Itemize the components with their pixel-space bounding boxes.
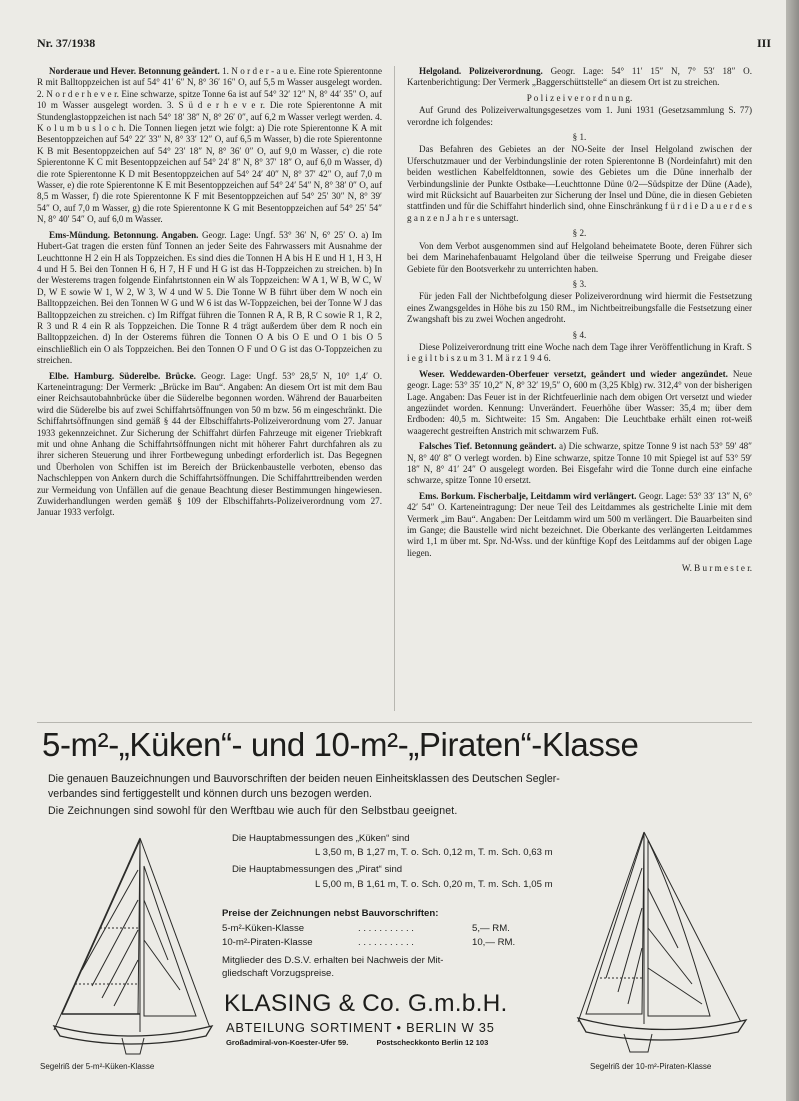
article-falsches-tief [407,441,752,487]
kueken-dims-label: Die Hauptabmessungen des „Küken“ sind [232,833,410,844]
article-heading: Ems. Borkum. Fischerbalje, Leitdamm wird verlängert. [419,490,637,501]
author-signature: W. B u r m e s t e r. [681,563,752,574]
section-4-text: Diese Polizeiverordnung tritt eine Woche nach dem Tage ihrer Veröffentlichung in Kraft. S i e g i l t b i s z u m 3 1. M ä r z 1 9 4 6. [407,341,752,364]
article-weser [407,369,752,437]
kueken-sail-plan [40,830,225,1060]
right-column [407,66,752,579]
section-2-text: Von dem Verbot ausgenommen sind auf Helgoland beheimatete Boote, deren Führer sich bei dem Marinehafenbauamt Helgoland über die teilweise Sperrung und Freigabe dieser Gebiete für den Bootsverkehr zu unterrichten haben. [407,240,752,274]
article-body: Geogr. Lage: 53° 33′ 13″ N, 6° 42′ 54″ O. Karteneintragung: Der neue Teil des Leitdammes als gestrichelte Linie mit dem Vermerk „im Bau“. Angaben: Der Leitdamm wird um 500 m verlängert. Die Bauarbeiten sind im Gange; die Baustelle wird nicht bezeichnet. Die Oberkante des verlängerten Leitdammes wird 1,1 m über mt. Spr. Nd-Wss. und der künftige Kopf des Leitdamms auf der obigen Lage liegen. [407,490,752,558]
section-3-text: Für jeden Fall der Nichtbefolgung dieser Polizeiverordnung wird hiermit die Festsetzung eines Zwangsgeldes in Höhe bis zu 150 RM., im Nichtbeitreibungsfalle die Festsetzung einer Zwangshaft bis zu zwei Wochen angedroht. [407,291,752,325]
ad-intro-line-2: verbandes sind fertiggestellt und können durch uns bezogen werden. [48,788,372,800]
article-body: Geogr. Lage: Ungf. 53° 36′ N, 6° 25′ O. a) Im Hubert-Gat tragen die ersten fünf Tonnen an jeder Seite des Fahrwassers mit Ausnahme der Leuchttonne H 2 ein H als Toppzeichen. Es sind dies die Tonnen H A bis H E und H 1, H 3, H 4 und H 5. Bei den Tonnen H 6, H 7, H F und H G ist das H-Toppzeichen zu streichen. b) In der Westerems tragen folgende Einfahrtstonnen ein W als Toppzeichen: W A 1, W B, W C, W D, W E sowie W 1, W 2, W 3, W 4 und W 5. Die Tonne W B führt über dem W noch ein Balltoppzeichen. Bei den Tonnen W G und W 6 ist das W-Toppzeichen, bei der Tonne W J das Balltoppzeichen zu streichen. c) Im Riffgat führen die Tonnen R A, R B, R C sowie R 1, R 2, R 3 und R 4 ein R als Toppzeichen. Die Tonne R 4 trägt außerdem über dem R noch ein Balltoppzeichen. d) In der Osterems führen die Tonnen O A bis O E und O 1 bis O 5 einschließlich ein O als Toppzeichen. Bei den Tonnen O F und O G ist das O-Toppzeichen zu streichen. [37,229,382,366]
company-address: Großadmiral-von-Koester-Ufer 59. [226,1038,349,1047]
article-heading: Falsches Tief. Betonnung geändert. [419,441,557,452]
article-body: a) Die schwarze, spitze Tonne 9 ist nach 53° 59′ 48″ N, 8° 40′ 8″ O verlegt worden. b) Eine schwarze, spitze Tonne 10 mit Spiegel ist auf 53° 59′ 18″ N, 8° 41′ 24″ O ausgelegt worden. Bei Eisgefahr wird die Tonne durch eine einfache schwarze, spitze Tonne 10 ersetzt. [407,441,752,486]
price-label: 5-m²-Küken-Klasse [222,923,305,934]
member-note-1: Mitglieder des D.S.V. erhalten bei Nachweis der Mit- [222,955,444,966]
section-4-heading: § 4. [572,329,587,340]
article-heading: Norderaue und Hever. Betonnung geändert. [49,66,220,76]
article-body: Geogr. Lage: 54° 11′ 15″ N, 7° 53′ 18″ O. Kartenberichtigung: Der Vermerk „Baggerschüttstelle“ an diesem Ort ist zu streichen. [407,66,753,88]
section-1-text: Das Befahren des Gebietes an der NO-Seite der Insel Helgoland zwischen der Uferschutzmauer und der Verbindungslinie der roten Spierentonne B (Nordeinfahrt) mit den beiden westlichen Kabelfeldtonnen, sowie des Gebietes um die Düne innerhalb der Verbindungslinie der Punkte Ostbake—Leuchttonne Düne 0/2—Südspitze der Düne (Aade), wird mit Rücksicht auf Bauarbeiten zur Sicherung der Insel und Düne, die in diesen Gebieten stattfinden und für die Schiffahrt hinderlich sind, ohne Einschränkung f ü r d i e D a u e r d e s g a n z e n J a h r e s untersagt. [407,144,752,223]
caption-kueken: Segelriß der 5-m²-Küken-Klasse [40,1062,155,1071]
kueken-dims: L 3,50 m, B 1,27 m, T. o. Sch. 0,12 m, T. m. Sch. 0,63 m [315,847,553,858]
section-3-heading: § 3. [572,278,587,289]
price-row-pirat [222,937,516,948]
price-value: 10,— RM. [472,937,516,948]
article-body: Geogr. Lage: Ungf. 53° 28,5′ N, 10° 1,4′ O. Karteneintragung: Der Vermerk: „Brücke im Bau“. Angaben: An diesem Ort ist mit dem Bau einer Reichsautobahnbrücke über die Süderelbe begonnen worden. Während der Bauarbeiten wird die Süderelbe bis auf zwei Schiffahrtsöffnungen von 50 m bzw. 56 m eingeschränkt. Die Schiffahrtsöffnungen sind gemäß § 44 der Elbschiffahrts-Polizeiverordnung vom 27. Januar 1933 gekennzeichnet. Zur Sicherung der Schiffahrt dürfen Fahrzeuge mit eigener Triebkraft mit und ohne Anhang die Schiffahrtsöffnungen nicht mit höherer Fahrt durchfahren als zu ihrer sicheren Steuerung und ihrer Fortbewegung unbedingt erforderlich ist. Das Begegnen und Überholen von Schiffen ist im Bereich der Brückenbaustelle verboten, ebenso das Nachschleppen von Ankern durch die Schiffahrtsöffnungen. Die Schiffahrttreibenden werden zur Vermeidung von Unfällen auf die genaue Beachtung dieser Bestimmungen hingewiesen. Zuwiderhandlungen werden gemäß § 109 der Elbschiffahrts-Polizeiverordnung vom 27. Januar 1933 verfolgt. [37,370,382,518]
company-department: ABTEILUNG SORTIMENT • BERLIN W 35 [226,1020,495,1035]
pirat-dims-label: Die Hauptabmessungen des „Pirat“ sind [232,864,403,875]
article-heading: Ems-Mündung. Betonnung. Angaben. [49,229,199,240]
company-name: KLASING & Co. G.m.b.H. [224,990,508,1017]
article-heading: Elbe. Hamburg. Süderelbe. Brücke. [49,370,196,381]
company-address-line [226,1038,514,1047]
article-norderaue [37,66,382,226]
section-2-heading: § 2. [572,228,587,239]
price-dots: . . . . . . . . . . . [358,923,414,934]
section-1-heading: § 1. [572,132,587,143]
ordinance-intro: Auf Grund des Polizeiverwaltungsgesetzes vom 1. Juni 1931 (Gesetzsammlung S. 77) verordne ich folgendes: [407,105,752,127]
postscheck-account: Postscheckkonto Berlin 12 103 [376,1038,489,1047]
article-body: Neue geogr. Lage: 53° 35′ 10,2″ N, 8° 32′ 19,5″ O, 600 m (3,25 Kblg) rw. 312,4° von der bisherigen Lage. Angaben: Das Feuer ist in der Richtfeuerlinie nach dem obigen Ort versetzt und wieder angezündet worden. Kennung: Unverändert. Feuerhöhe über Wasser: 35,4 m; über dem Erdboden: 40,5 m. Sichtweite: 15 Sm. Angaben: Die Leuchtbake erhält einen rot-weiß waagerecht gestreiften Anstrich mit schwarzem Fuß. [407,368,753,436]
left-column [37,66,382,523]
ordinance-title: P o l i z e i v e r o r d n u n g. [526,92,633,103]
article-ems-muendung [37,230,382,367]
issue-number: Nr. 37/1938 [37,36,96,50]
page-edge-shadow [786,0,799,1101]
article-heading: Helgoland. Polizeiverordnung. [419,66,543,76]
ad-headline: 5-m²-„Küken“- und 10-m²-„Piraten“-Klasse [42,726,639,763]
article-heading: Weser. Weddewarden-Oberfeuer versetzt, geändert und wieder angezündet. [419,368,728,379]
price-value: 5,— RM. [472,923,510,934]
prices-title: Preise der Zeichnungen nebst Bauvorschriften: [222,908,439,919]
piraten-sail-plan [560,828,760,1060]
ad-intro-line-3: Die Zeichnungen sind sowohl für den Werftbau wie auch für den Selbstbau geeignet. [48,805,458,817]
member-note-2: gliedschaft Vorzugspreise. [222,968,334,979]
column-divider [394,66,395,711]
price-label: 10-m²-Piraten-Klasse [222,937,313,948]
caption-piraten: Segelriß der 10-m²-Piraten-Klasse [590,1062,712,1071]
article-body: 1. N o r d e r - a u e. Eine rote Spierentonne R mit Balltoppzeichen ist auf 54° 41′ 6″ N, 8° 36′ 16″ O, auf 5,5 m Wasser ausgelegt worden. 2. N o r d e r h e v e r. Eine schwarze, spitze Tonne 6a ist auf 54° 32′ 12″ N, 8° 44′ 35″ O, auf 10 m Wasser ausgelegt worden. 3. S ü d e r h e v e r. Die rote Spierentonne A mit Stundenglastoppzeichen ist nach 54° 18′ 38″ N, 8° 26′ 0″, auf 6,2 m Wasser verlegt werden. 4. K o l u m b u s l o c h. Die Tonnen liegen jetzt wie folgt: a) Die rote Spierentonne K A mit Besentoppzeichen auf 54° 22′ 33″ N, 8° 33′ 12″ O, auf 6,5 m Wasser, b) die rote Spierentonne K B mit Besentoppzeichen auf 54° 23′ 18″ N, 8° 36′ 0″ O, auf 9,0 m Wasser, c) die rote Spierentonne K C mit Besentoppzeichen auf 54° 24′ 8″ N, 8° 37′ 18″ O, auf 6,0 m Wasser, d) die rote Spierentonne K D mit Besentoppzeichen auf 54° 24′ 40″ N, 8° 37′ 42″ O, auf 7,0 m Wasser, e) die rote Spierentonne K E mit Besentoppzeichen auf 54° 24′ 54″ N, 8° 38′ 0″ O, auf 8,5 m Wasser, f) die rote Spierentonne K F mit Besentoppzeichen auf 54° 25′ 30″ N, 8° 39′ 54″ O, auf 7,0 m Wasser, g) die rote Spierentonne K G mit Besentoppzeichen auf 54° 25′ 54″ N, 8° 40′ 54″ O, auf 6,0 m Wasser. [37,66,383,225]
article-elbe [37,371,382,519]
article-ems-borkum [407,491,752,559]
pirat-dims: L 5,00 m, B 1,61 m, T. o. Sch. 0,20 m, T. m. Sch. 1,05 m [315,879,553,890]
section-rule [37,722,752,723]
ad-intro-line-1: Die genauen Bauzeichnungen und Bauvorschriften der beiden neuen Einheitsklassen des Deutschen Segler- [48,773,560,785]
page-number: III [757,36,772,50]
price-dots: . . . . . . . . . . . [358,937,414,948]
article-helgoland [407,66,752,89]
price-row-kueken [222,923,510,934]
